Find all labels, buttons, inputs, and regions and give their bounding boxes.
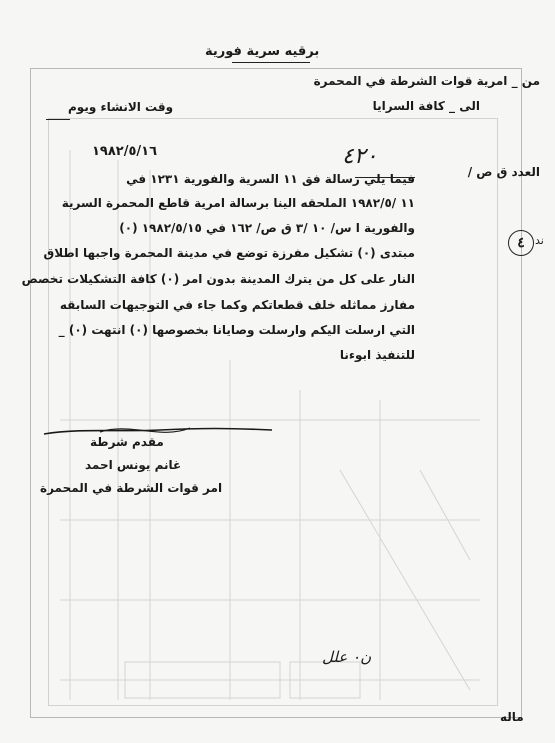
signatory-name: غانم يونس احمد <box>85 458 182 472</box>
body-line-3: والفورية ا س/ ١٠ /٣ ق ص/ ١٦٢ في ١٩٨٢/٥/١٥ (٠) <box>119 221 415 235</box>
margin-note-suffix: ند <box>535 234 544 247</box>
body-line-5: النار على كل من يترك المدينة بدون امر (٠) كافة التشكيلات تخصص <box>21 272 415 286</box>
classification-label: برقيه سرية فورية <box>205 44 320 59</box>
time-dash <box>46 119 70 120</box>
body-line-8: للتنفيذ ابوءنا <box>339 348 415 362</box>
margin-circled-number: ٤ <box>508 230 534 256</box>
classification-underline <box>232 62 310 63</box>
footer-mark: ماله <box>500 710 524 724</box>
signatory-rank: مقدم شرطة <box>90 435 164 449</box>
from-line: من _ امرية قوات الشرطة في المحمرة <box>313 74 540 88</box>
body-line-2: ١١ /١٩٨٢/٥ الملحقه الينا برسالة امرية قاطع المحمرة السرية <box>61 196 415 210</box>
body-line-4: مبتدى (٠) تشكيل مفرزة توضع في مدينة المحمرة واجبها اطلاق <box>43 246 415 260</box>
body-line-7: التي ارسلت اليكم وارسلت وصايانا بخصوصها (٠) انتهت (٠) _ <box>58 323 415 337</box>
reference-label: العدد ق ص / <box>467 165 540 179</box>
handwritten-reference-number: ٤٢٠ <box>342 144 378 169</box>
creation-time-line: وقت الانشاء ويوم <box>68 100 174 114</box>
body-line-1: فيما يلي رسالة فق ١١ السرية والفورية ١٢٣١ في <box>126 172 415 186</box>
document-date: ١٩٨٢/٥/١٦ <box>92 144 158 159</box>
to-line: الى _ كافة السرايا <box>372 99 480 113</box>
bottom-handwritten-note: ن٠ علل <box>322 648 372 666</box>
signatory-title: امر قوات الشرطة في المحمرة <box>40 481 223 495</box>
body-line-6: مفارز مماثله خلف قطعاتكم وكما جاء في التوجيهات السابقه <box>59 298 415 312</box>
